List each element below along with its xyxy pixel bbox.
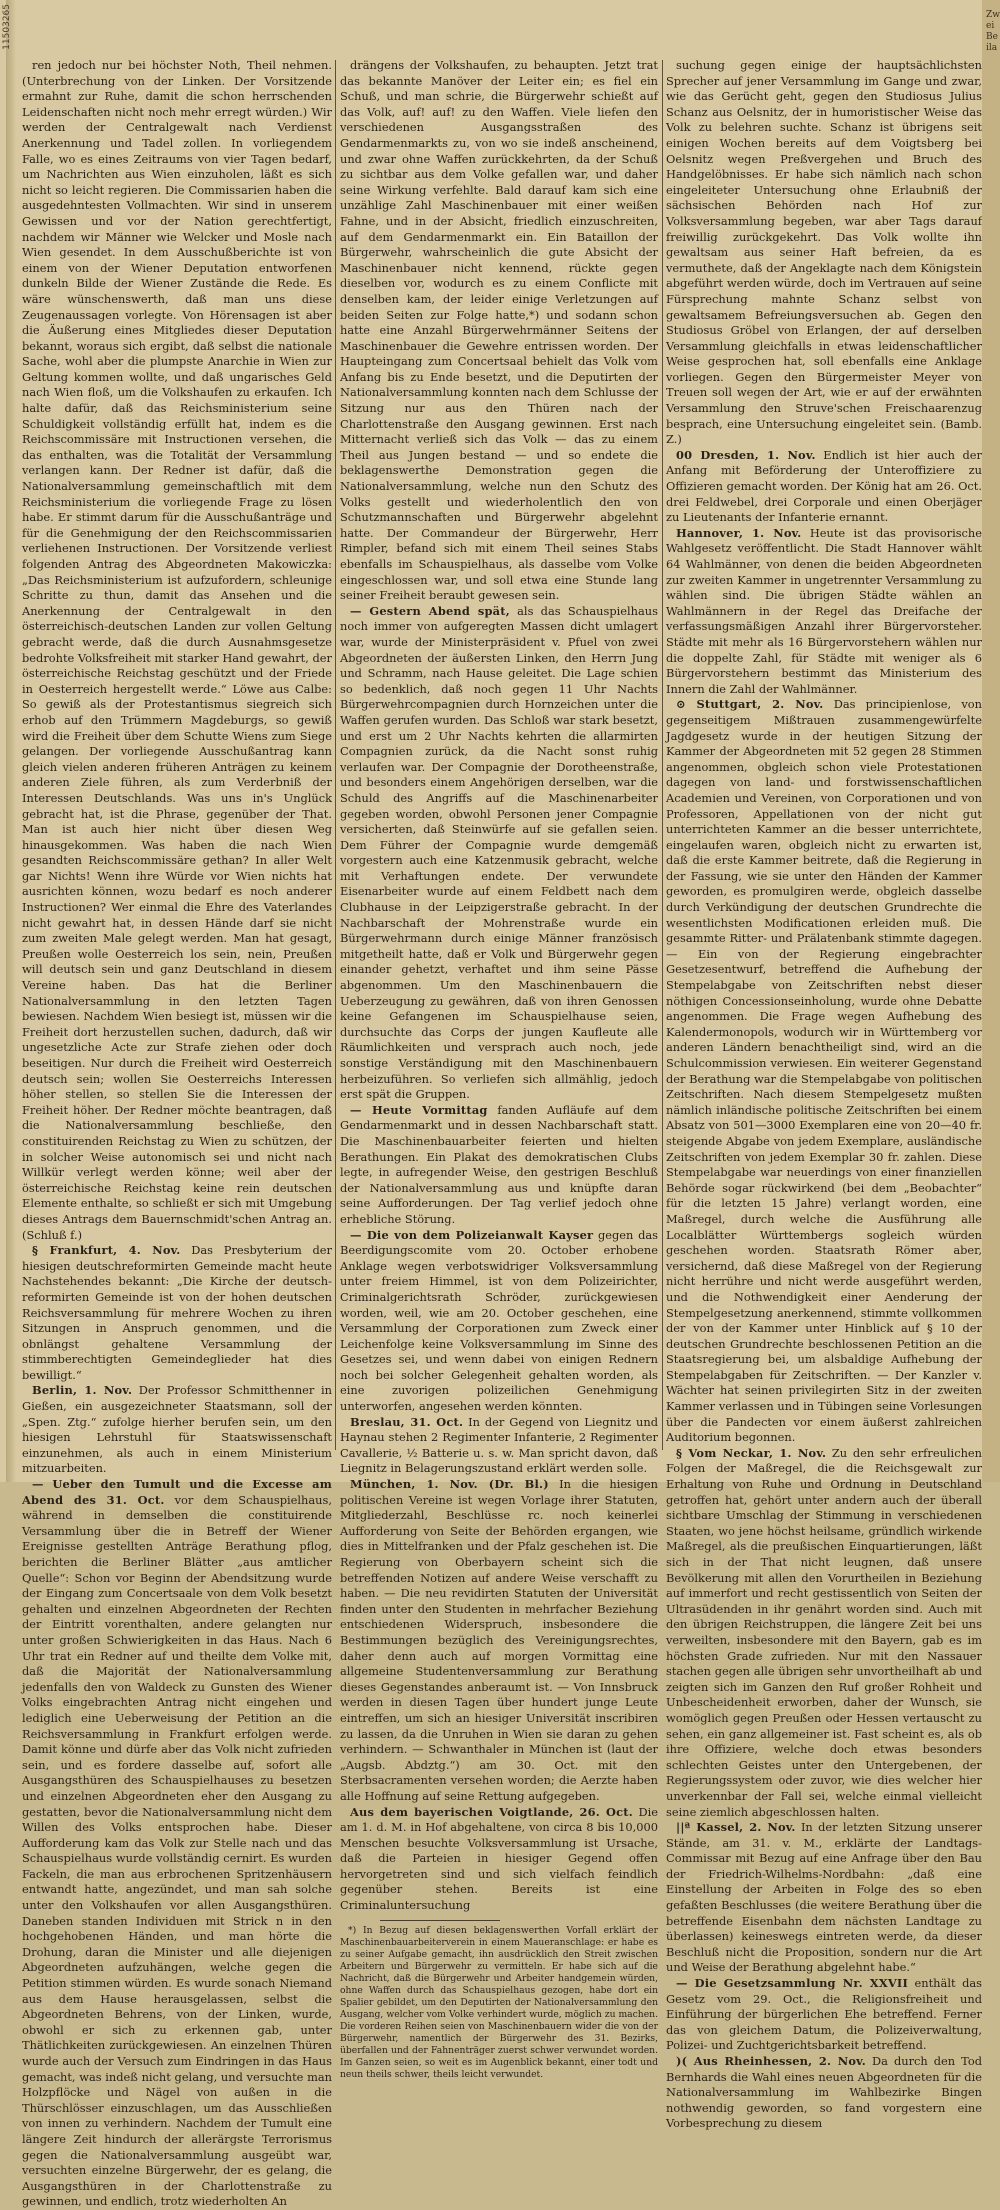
article-paragraph xyxy=(666,58,982,448)
article-paragraph xyxy=(666,1820,982,1976)
article-text: vor dem Schauspielhaus, während in demselben die constituirende Versammlung über die in Betreff der Wiener Ereignisse gestellten Anträge Berathung pflog, berichten die Berliner Blätter „aus amtlicher Quelle“: Schon vor Beginn der Abendsitzung wurde der Eingang zum Concertsaale von dem Volk besetzt gehalten und einzelnen Abgeordneten der Rechten der Eintritt vorenthalten, andere gelangten nur unter großen Schwierigkeiten in das Haus. Nach 6 Uhr trat ein Redner auf und theilte dem Volke mit, daß die Majorität der Nationalversammlung jedenfalls den von Waldeck zu Gunsten des Wiener Volks eingebrachten Antrag nicht eingehen und lediglich eine Ueberweisung der Petition an die Reichsversammlung in Frankfurt erfolgen werde. Damit könne und dürfe aber das Volk nicht zufrieden sein, und es fordere dasselbe auf, sofort alle Ausgangsthüren des Schauspielhauses zu besetzen und einzelnen Abgeordneten eher den Ausgang zu gestatten, bevor die Nationalversammlung nicht dem Willen des Volks entsprochen habe. Dieser Aufforderung kam das Volk zur Stelle nach und das Schauspielhaus wurde vollständig cernirt. Es wurden Fackeln, die man aus erbrochenen Spritzenhäusern entwandt hatte, angezündet, und man sah solche unter den Volkshaufen vor allen Ausgangsthüren. Daneben standen Individuen mit Strick n in den hochgehobenen Händen, und man hörte die Drohung, daran die Minister und alle diejenigen Abgeordneten aufzuhängen, welche gegen die Petition stimmen würden. Es wurde sonach Niemand aus dem Hause herausgelassen, selbst die Abgeordneten Behrens, von der Linken, wurde, obwohl er sich zu erkennen gab, unter Thätlichkeiten zurückgewiesen. An einzelnen Thüren wurde auch der Versuch zum Eindringen in das Haus gemacht, was indeß nicht gelang, und versuchte man Holzpflöcke und Nägel von außen in die Thürschlösser einzuschlagen, um das Ausschließen von innen zu verhindern. Nachdem der Tumult eine längere Zeit hindurch der allerärgste Terrorismus gegen die Nationalversammlung ausgeübt war, versuchten einzelne Bürgerwehr, der es gelang, die Ausgangsthüren in der Charlottenstraße zu gewinnen, und endlich, trotz wiederholten An xyxy=(22,1492,332,2209)
article-text: Das principienlose, von gegenseitigem Mißtrauen zusammengewürfelte Jagdgesetz wurde in der heutigen Sitzung der Kammer der Abgeordneten mit 52 gegen 28 Stimmen angenommen, obgleich schon viele Protestationen dagegen von land- und forstwissenschaftlichen Academien und Vereinen, von Corporationen und von Professoren, Appellationen von der nicht gut unterrichteten Kammer an die besser unterrichtete, eingelaufen waren, obgleich nicht zu erwarten ist, daß die erste Kammer beitrete, daß die Regierung in der Fassung, wie sie unter den Händen der Kammer geworden, es promulgiren werde, obgleich dasselbe durch Verkündigung der deutschen Grundrechte die wesentlichsten Modificationen erleiden muß. Die gesammte Ritter- und Prälatenbank stimmte dagegen. — Ein von der Regierung eingebrachter Gesetzesentwurf, betreffend die Aufhebung der Stempelabgabe von Zeitschriften nebst dieser nöthigen Concessionseinholung, wurde ohne Debatte angenommen. Die Frage wegen Aufhebung des Kalendermonopols, wodurch wir in Württemberg vor anderen Ländern benachtheiligt sind, wird an die Schulcommission verwiesen. Ein weiterer Gegenstand der Berathung war die Stempelabgabe von politischen Zeitschriften. Nach diesem Stempelgesetz mußten nämlich inländische politische Zeitschriften bei einem Absatz von 501—3000 Exemplaren eine von 20—40 fr. steigende Abgabe von jedem Exemplare, ausländische Zeitschriften von jedem Exemplar 30 fr. zahlen. Diese Stempelabgabe war neuerdings von einer finanziellen Behörde sogar rückwirkend (bei dem „Beobachter“ für die letzten 15 Jahre) verlangt worden, eine Maßregel, durch welche die Ausführung alle Localblätter Württembergs sogleich würden geschehen worden. Staatsrath Römer aber, versichernd, daß diese Maßregel von der Regierung nicht herrühre und nicht werde ausgeführt werden, und die Nothwendigkeit einer Aenderung der Stempelgesetzung anerkennend, stimmte vollkommen der von der Kammer unter Hinblick auf § 10 der deutschen Grundrechte beschlossenen Petition an die Staatsregierung bei, um alsbaldige Aufhebung der Stempelabgaben für Zeitschriften. — Der Kanzler v. Wächter hat seinen privilegirten Sitz in der zweiten Kammer verlassen und in Tübingen seine Vorlesungen über die Pandecten vor einem äußerst zahlreichen Auditorium begonnen. xyxy=(666,697,982,1445)
article-paragraph xyxy=(666,448,982,526)
article-text: Zu den sehr erfreulichen Folgen der Maßregel, die die Reichsgewalt zur Erhaltung von Ruhe und Ordnung in Deutschland getroffen hat, gehört unter andern auch der überall sichtbare Umschlag der Stimmung in verschiedenen Staaten, wo jene höchst heilsame, gründlich wirkende Maßregel, als die preußischen Einquartierungen, läßt sich in der That nicht leugnen, daß unsere Bevölkerung mit allen den Vorurtheilen in Beziehung auf immerfort und recht gestissentlich von Seiten der Ultrasüdenden in ihr genährt worden sind. Auch mit den übrigen Reichstruppen, die längere Zeit bei uns verweilten, insbesondere mit den Bayern, gab es im höchsten Grade zufrieden. Nur mit den Nassauer stachen gegen alle übrigen sehr unvortheilhaft ab und zeigten sich im Ganzen den Ruf großer Rohheit und Unbescheidenheit erworben, daher der Wunsch, sie womöglich gegen Preußen oder Hessen vertauscht zu sehen, ein ganz allgemeiner ist. Fast scheint es, als ob ihre Offiziere, welche doch etwas besonders schlechten Geistes unter den Untergebenen, der Regierungssystem oder zuvor, wie dies welcher hier unverkennbar der Fall sei, welche einmal vielleicht seine ziemlich abgeschlossen halten. xyxy=(666,1445,982,1819)
article-text: In der Gegend von Liegnitz und Haynau stehen 2 Regimenter Infanterie, 2 Regimenter Cavallerie, ½ Batterie u. s. w. Man spricht davon, daß Liegnitz in Belagerungszustand erklärt werden solle. xyxy=(340,1414,658,1476)
article-text: Heute ist das provisorische Wahlgesetz veröffentlicht. Die Stadt Hannover wählt 64 Wahlmänner, von denen die beiden Abgeordneten zur zweiten Kammer in ungetrennter Versammlung zu wählen sind. Die übrigen Städte wählen an Wahlmännern in der Regel das Dreifache der verfassungsmäßigen Anzahl ihrer Bürgervorsteher. Städte mit mehr als 16 Bürgervorstehern wählen nur die doppelte Zahl, für Städte mit weniger als 6 Bürgervorstehern bestimmt das Ministerium des Innern die Zahl der Wahlmänner. xyxy=(666,525,983,696)
footnote: *) In Bezug auf diesen beklagenswerthen Vorfall erklärt der Maschinenbauarbeiterverein in einem Maueranschlage: er habe es zu seiner Aufgabe gemacht, ihn ausdrücklich den Streit zwischen Arbeitern und Bürgerwehr zu vermitteln. Er habe sich auf die Nachricht, daß die Bürgerwehr und Arbeiter handgemein würden, ohne Waffen durch das Schauspielhaus gezogen, habe dort ein Spalier gebildet, um den Deputirten der Nationalversammlung den Ausgang, welcher vom Volke verhindert wurde, möglich zu machen. Die vorderen Reihen seien von Maschinenbauern wider die von der Bürgerwehr, namentlich der Bürgerwehr des 31. Bezirks, überfallen und der Fahnenträger zuerst schwer verwundet worden. Im Ganzen seien, so weit es im Augenblick bekannt, einer todt und neun theils schwer, theils leicht verwundet. xyxy=(340,1924,658,2080)
column-divider xyxy=(662,60,663,1450)
article-paragraph xyxy=(666,1976,982,2054)
article-text: Endlich ist hier auch der Anfang mit Beförderung der Unteroffiziere zu Offizieren gemacht worden. Der König hat am 26. Oct. drei Feldwebel, drei Corporale und einen Oberjäger zu Lieutenants der Infanterie ernannt. xyxy=(666,447,982,525)
article-paragraph xyxy=(666,526,982,698)
article-paragraph xyxy=(666,1446,982,1820)
article-text: drängens der Volkshaufen, zu behaupten. Jetzt trat das bekannte Manöver der Leiter ein; es fiel ein Schuß, und man schrie, die Bürgerwehr schießt auf das Volk, auf! auf! zu den Waffen. Viele liefen den verschiedenen Ausgangsstraßen des Gendarmenmarkts zu, von wo sie indeß anscheinend, und zwar ohne Waffen zurückkehrten, da der Schuß zu sichtbar aus dem Volke gefallen war, und daher seine Wirkung verfehlte. Bald darauf kam sich eine unzählige Zahl Maschinenbauer mit einer weißen Fahne, und in der Absicht, friedlich einzuschreiten, auf dem Gendarmenmarkt ein. Ein Bataillon der Bürgerwehr, wahrscheinlich die gute Absicht der Maschinenbauer nicht kennend, rückte gegen dieselben vor, wodurch es zu einem Conflicte mit denselben kam, der leider einige Verletzungen auf beiden Seiten zur Folge hatte,*) und sodann schon hatte eine Anzahl Bürgerwehrmänner Seitens der Maschinenbauer die Gewehre entrissen worden. Der Haupteingang zum Concertsaal behielt das Volk vom Anfang bis zu Ende besetzt, und die Deputirten der Nationalversammlung konnten nach dem Schlusse der Sitzung nur aus den Thüren nach der Charlottenstraße den Ausgang gewinnen. Erst nach Mitternacht verließ sich das Volk — das zu einem Theil aus Jungen bestand — und so endete die beklagenswerthe Demonstration gegen die Nationalversammlung, welche nun den Schutz des Volks gestellt und wiederholentlich den von Schutzmannschaften und Bürgerwehr abgelehnt hatte. Der Commandeur der Bürgerwehr, Herr Rimpler, befand sich mit einem Theil seines Stabs ebenfalls im Schauspielhaus, als dasselbe vom Volke eingeschlossen war, und soll etwa eine Stunde lang seiner Freiheit beraubt gewesen sein. xyxy=(340,58,658,603)
column-1 xyxy=(22,58,332,2209)
article-paragraph xyxy=(666,697,982,1446)
article-text: enthält das Gesetz vom 29. Oct., die Religionsfreiheit und Einführung der bürgerlichen Ehe betreffend. Ferner das von gleichem Datum, die Polizeiverwaltung, Polizei- und Zuchtgerichtsbarkeit betreffend. xyxy=(666,1976,982,2053)
footnote-separator xyxy=(380,1920,500,1921)
article-text: suchung gegen einige der hauptsächlichsten Sprecher auf jener Versammlung im Gange und zwar, wie das Gerücht geht, gegen den Studiosus Julius Schanz aus Oelsnitz, der in humoristischer Weise das Volk zu belehren suchte. Schanz ist übrigens seit einigen Wochen bereits auf dem Voigtsberg bei Oelsnitz wegen Preßvergehen und Bruch des Handgelöbnisses. Er habe sich nämlich nach schon eingeleiteter Untersuchung ohne Erlaubniß der sächsischen Behörden nach Hof zur Volksversammlung begeben, war aber Tags darauf freiwillig zurückgekehrt. Das Volk wollte ihn gewaltsam aus seiner Haft befreien, da es vermuthete, daß der Angeklagte nach dem Königstein abgeführt werden würde, doch im Vertrauen auf seine Fürsprechung mahnte Schanz selbst von gewaltsamem Befreiungsversuchen ab. Gegen den Studiosus Gröbel von Erlangen, der auf derselben Versammlung gleichfalls in etwas leidenschaftlicher Weise gesprochen hat, soll ebenfalls eine Anklage vorliegen. Gegen den Bürgermeister Meyer von Treuen soll wegen der Art, wie er auf der erwähnten Versammlung den Struve'schen Freischaarenzug besprach, eine Untersuchung eingeleitet sein. (Bamb. Z.) xyxy=(666,58,982,447)
article-paragraph xyxy=(340,1805,658,1914)
article-dateline: — Gestern Abend spät, xyxy=(350,603,510,618)
article-paragraph xyxy=(340,1415,658,1477)
article-dateline: Berlin, 1. Nov. xyxy=(32,1383,133,1398)
adjacent-page-edge xyxy=(982,0,1000,1482)
article-dateline: Aus dem bayerischen Voigtlande, 26. Oct. xyxy=(350,1804,633,1819)
article-dateline: § Vom Neckar, 1. Nov. xyxy=(676,1445,827,1460)
article-paragraph xyxy=(22,58,332,1243)
article-paragraph xyxy=(340,604,658,1103)
article-dateline: — Heute Vormittag xyxy=(350,1102,488,1117)
article-text: Die am 1. d. M. in Hof abgehaltene, von circa 8 bis 10,000 Menschen besuchte Volksversammlung ist Ursache, daß die Parteien in hiesiger Gegend offen hervorgetreten sind und sich vielfach feindlich gegenüber stehen. Bereits ist eine Criminaluntersuchung xyxy=(340,1804,658,1913)
article-paragraph xyxy=(340,1477,658,1804)
article-dateline: ||ª Kassel, 2. Nov. xyxy=(676,1820,796,1835)
adjacent-page-snippet: Zwei Beila xyxy=(986,10,1000,53)
article-dateline: Breslau, 31. Oct. xyxy=(350,1414,464,1429)
article-text: Da durch den Tod Bernhards die Wahl eines neuen Abgeordneten für die Nationalversammlung im Wahlbezirke Bingen nothwendig geworden, so fand vorgestern eine Vorbesprechung zu diesem xyxy=(666,2054,982,2131)
article-dateline: 00 Dresden, 1. Nov. xyxy=(676,447,816,462)
column-3 xyxy=(666,58,983,2131)
article-dateline: § Frankfurt, 4. Nov. xyxy=(32,1243,181,1258)
article-paragraph xyxy=(22,1477,332,2210)
article-text: Das Presbyterium der hiesigen deutschreformirten Gemeinde macht heute Nachstehendes bekannt: „Die Kirche der deutsch-reformirten Gemeinde ist von der hohen deutschen Reichsversammlung für mehrere Wochen zu ihren Sitzungen in Anspruch genommen, und die obnlängst gehaltene Versammlung der stimmberechtigten Gemeindeglieder hat dies bewilligt.“ xyxy=(22,1243,332,1382)
article-text: gegen das Beerdigungscomite vom 20. October erhobene Anklage wegen verbotswidriger Volksversammlung unter freiem Himmel, ist von dem Polizeirichter, Criminalgerichtsrath Schröder, zurückgewiesen worden, weil, wie am 20. October geschehen, eine Versammlung der Corporationen zum Zweck einer Leichenfolge keine Volksversammlung im Sinne des Gesetzes sei, und wenn dabei von einigen Rednern noch bei solcher Gelegenheit gehalten worden, als eine zuvorigen polizeilichen Genehmigung unterworfen, angesehen werden könnten. xyxy=(340,1227,658,1414)
article-text: als das Schauspielhaus noch immer von aufgeregten Massen dicht umlagert war, wurde der Ministerpräsident v. Pfuel von zwei Abgeordneten der äußersten Linken, den Herrn Jung und Schramm, nach Hause geleitet. Die Lage schien so bedenklich, daß noch gegen 11 Uhr Nachts Bürgerwehrcompagnien durch Hornzeichen unter die Waffen gerufen wurden. Das Schloß war stark besetzt, und erst um 2 Uhr Nachts kehrten die allarmirten Compagnien zurück, da die Nacht sonst ruhig verlaufen war. Der Compagnie der Dorotheenstraße, und besonders einem Angehörigen derselben, war die Schuld des Angriffs auf die Maschinenarbeiter gegeben worden, obwohl Personen jener Compagnie versicherten, daß Steinwürfe auf sie gefallen seien. Dem Führer der Compagnie wurde demgemäß vorgestern auch eine Katzenmusik gebracht, welche mit Verhaftungen endete. Der verwundete Eisenarbeiter wurde auf einem Feldbett nach dem Clubhause in der Leipzigerstraße gebracht. In der Nachbarschaft der Mohrenstraße wurde ein Bürgerwehrmann durch einige Männer französisch mitgetheilt hatte, daß er Volk und Bürgerwehr gegen einander gehetzt, verhaftet und ihm seine Pässe abgenommen. Um den Maschinenbauern die Ueberzeugung zu gewähren, daß von ihren Genossen keine Gefangenen im Schauspielhause seien, durchsuchte das Corps der jungen Kaufleute alle Räumlichkeiten und versprach auch noch, jede sonstige Verständigung mit den Maschinenbauern herbeizuführen. So verliefen sich allmählig, jedoch erst spät die Gruppen. xyxy=(340,603,658,1102)
column-2 xyxy=(340,58,658,2080)
article-dateline: )( Aus Rheinhessen, 2. Nov. xyxy=(676,2054,866,2068)
article-dateline: München, 1. Nov. (Dr. Bl.) xyxy=(350,1477,549,1492)
article-text: In der letzten Sitzung unserer Stände, am 31. v. M., erklärte der Landtags-Commissar mit Bezug auf eine Anfrage über den Bau der Friedrich-Wilhelms-Nordbahn: „daß eine Einstellung der Arbeiten in Folge des so eben gefaßten Beschlusses (die weitere Berathung über die betreffende Eisenbahn dem nächsten Landtage zu überlassen) keineswegs eintreten werde, da dieser Beschluß nicht die Proposition, sondern nur die Art und Weise der Berathung abgelehnt habe.“ xyxy=(666,1820,983,1975)
article-paragraph xyxy=(22,1383,332,1477)
article-dateline: — Die von dem Polizeianwalt Kayser xyxy=(350,1227,594,1242)
article-paragraph xyxy=(22,1243,332,1383)
article-dateline: Hannover, 1. Nov. xyxy=(676,525,802,540)
page-fold-shadow xyxy=(6,0,16,1482)
article-dateline: — Ueber den Tumult und die Excesse am Abend des 31. Oct. xyxy=(22,1477,332,1507)
catalog-number: 11503265 xyxy=(2,4,12,50)
article-text: Der Professor Schmitthenner in Gießen, ein ausgezeichneter Staatsmann, soll der „Spen. Ztg.“ zufolge hierher berufen sein, um den hiesigen Lehrstuhl für Staatswissenschaft einzunehmen, als auch in einem Ministerium mitzuarbeiten. xyxy=(22,1383,332,1476)
article-paragraph xyxy=(666,2054,982,2132)
article-paragraph xyxy=(340,1228,658,1415)
column-divider xyxy=(335,60,336,1450)
article-text: In die hiesigen politischen Vereine ist wegen Vorlage ihrer Statuten, Mitgliederzahl, Beschlüsse rc. noch keinerlei Aufforderung von Seite der Behörden ergangen, wie dies in Mittelfranken und der Pfalz geschehen ist. Die Regierung von Oberbayern scheint sich die betreffenden Notizen auf andere Weise verschafft zu haben. — Die neu revidirten Statuten der Universität finden unter den Studenten in mehrfacher Beziehung entschiedenen Widerspruch, insbesondere die Bestimmungen bezüglich des Vereinigungsrechtes, daher denn auch auf morgen Vormittag eine allgemeine Studentenversammlung zur Berathung dieses Gegenstandes anberaumt ist. — Von Innsbruck werden in diesen Tagen über hundert junge Leute eintreffen, um sich an hiesiger Universität inscribiren zu lassen, da die Unruhen in Wien sie daran zu gehen verhindern. — Schwanthaler in München ist (laut der „Augsb. Abdztg.“) am 30. Oct. mit den Sterbsacramenten versehen worden; die Aerzte haben alle Hoffnung auf seine Rettung aufgegeben. xyxy=(340,1477,658,1803)
article-text: fanden Aufläufe auf dem Gendarmenmarkt und in dessen Nachbarschaft statt. Die Maschinenbauarbeiter feierten und hielten Berathungen. Ein Plakat des demokratischen Clubs legte, in aufregender Weise, den gestrigen Beschluß der Nationalversammlung aus und knüpfte daran seine Aufforderungen. Der Tag verlief jedoch ohne erhebliche Störung. xyxy=(340,1102,658,1226)
article-paragraph xyxy=(340,1103,658,1228)
article-text: ren jedoch nur bei höchster Noth, Theil nehmen. (Unterbrechung von der Linken. Der Vorsitzende ermahnt zur Ruhe, damit die schon herrschenden Leidenschaften nicht noch mehr erregt würden.) Wir werden der Centralgewalt nach Verdienst Anerkennung und Tadel zollen. In vorliegendem Falle, wo es eines Zeitraums von vier Tagen bedarf, um Nachrichten aus Wien einzuholen, läßt es sich nicht so leicht regieren. Die Commissarien haben die ausgedehntesten Vollmachten. Wir sind in unserem Gewissen und vor der Nation gerechtfertigt, nachdem wir Männer wie Welcker und Mosle nach Wien gesendet. In dem Ausschußberichte ist von einem von der Wiener Deputation entworfenen dunkeln Bilde der Wiener Zustände die Rede. Es wäre wünschenswerth, daß man uns diese Zeugenaussagen vorlegte. Von Hörensagen ist aber die Äußerung eines Mitgliedes dieser Deputation bekannt, woraus sich ergibt, daß selbst die nationale Sache, wohl aber die plumpste Anarchie in Wien zur Geltung kommen wollte, und daß ungarisches Geld nach Wien floß, um die Volkshaufen zu erkaufen. Ich halte dafür, daß das Reichsministerium seine Schuldigkeit vollständig erfüllt hat, indem es die Reichscommissäre mit Instructionen versehen, die das enthalten, was die Totalität der Versammlung verlangen kann. Der Redner ist dafür, daß die Nationalversammlung gemeinschaftlich mit dem Reichsministerium die vorliegende Frage zu lösen habe. Er stimmt darum für die Ausschußanträge und für die Genehmigung der den Reichscommissarien verliehenen Instructionen. Der Vorsitzende verliest folgenden Antrag des Abgeordneten Makowiczka: „Das Reichsministerium ist aufzufordern, schleunige Schritte zu thun, damit das Ansehen und die Anerkennung der Centralgewalt in den österreichisch-deutschen Landen zur vollen Geltung gebracht werde, daß die durch Ausnahmsgesetze bedrohte Volksfreiheit mit starker Hand gewahrt, der österreichische Reichstag geschützt und der Friede in Oesterreich hergestellt werde.“ Löwe aus Calbe: So gewiß als der Protestantismus siegreich sich erhob auf den Trümmern Magdeburgs, so gewiß wird die Freiheit über dem Schutte Wiens zum Siege gelangen. Der vorliegende Ausschußantrag kann gleich vielen anderen früheren Anträgen zu keinem anderen Ziele führen, als zum Verderbniß der Interessen Deutschlands. Was uns in's Unglück gebracht hat, ist die Phrase, gegenüber der That. Man ist auch hier nicht über diesen Weg hinausgekommen. Was haben die nach Wien gesandten Reichscommissäre gethan? In aller Welt gar Nichts! Wenn ihre Würde vor Wien nichts hat ausrichten können, wozu bedarf es noch anderer Instructionen? Wer einmal die Ehre des Vaterlandes nicht gewahrt hat, in dessen Hände darf sie nicht zum zweiten Male gelegt werden. Man hat gesagt, Preußen wolle Oesterreich los sein, nein, Preußen will deutsch sein und ganz Deutschland in diesem Vereine haben. Das hat die Berliner Nationalversammlung in den letzten Tagen bewiesen. Nachdem Wien besiegt ist, müssen wir die Freiheit dort herzustellen suchen, dadurch, daß wir ungesetzliche Acte zur Strafe ziehen oder doch beseitigen. Nur durch die Freiheit wird Oesterreich deutsch sein; wollen Sie Oesterreichs Interessen höher stellen, so stellen Sie die Interessen der Freiheit höher. Der Redner möchte beantragen, daß die Nationalversammlung beschließe, den constituirenden Reichstag zu Wien zu schützen, der in solcher Weise autonomisch sei und nicht nach Willkür verlegt werden könne; weil aber der österreichische Reichstag keine rein deutschen Elemente enthalte, so schließt er sich mit Umgebung dieses Antrags dem Bauernschmidt'schen Antrag an. (Schluß f.) xyxy=(22,58,332,1242)
article-dateline: — Die Gesetzsammlung Nr. XXVII xyxy=(676,1976,908,1991)
article-paragraph xyxy=(340,58,658,604)
article-dateline: ⊙ Stuttgart, 2. Nov. xyxy=(676,697,824,712)
